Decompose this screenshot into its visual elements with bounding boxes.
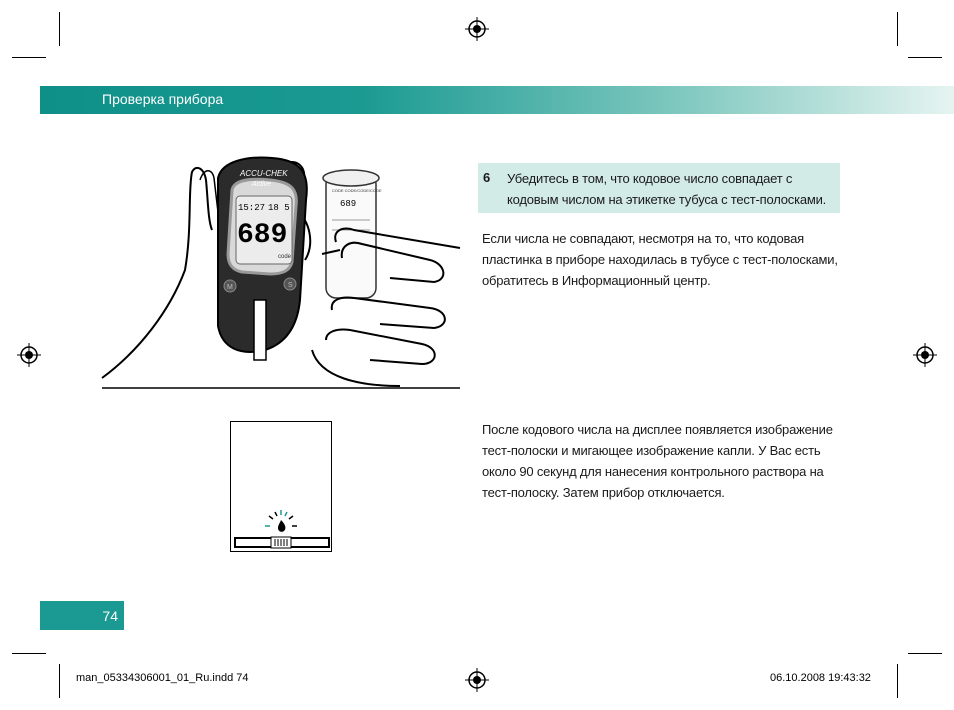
meter-illustration [100,150,462,390]
tube-code-number: 689 [340,199,357,209]
crop-mark [897,664,898,698]
crop-mark [59,12,60,46]
display-illustration [230,421,332,552]
section-header-bar [40,86,954,114]
crop-mark [908,653,942,654]
meter-time: 15:27 [238,203,266,213]
crop-mark [59,664,60,698]
page-number-box [40,601,124,630]
drop-and-strip-icon [231,422,331,551]
tube-label: CODE CODE/CODE/CODE [332,188,382,193]
registration-mark-icon [913,343,937,367]
footer-datetime: 06.10.2008 19:43:32 [770,672,871,684]
page-number: 74 [102,608,118,624]
meter-code-label: code [278,254,292,260]
paragraph-mismatch: Если числа не совпадают, несмотря на то, что кодовая пластинка в приборе находилась в тубусе с тест-полосками, обратитесь в Информационный центр. [482,231,838,288]
step-instruction-box [478,163,840,213]
crop-mark [12,57,46,58]
meter-brand: ACCU-CHEK [240,169,288,178]
meter-date: 18 5 [268,203,290,213]
meter-button-m: M [227,284,233,291]
meter-model: Active [252,181,272,188]
registration-mark-icon [465,17,489,41]
crop-mark [908,57,942,58]
meter-button-s: S [288,282,293,289]
footer-filename: man_05334306001_01_Ru.indd 74 [76,672,249,684]
paragraph-after-code: После кодового числа на дисплее появляется изображение тест-полоски и мигающее изображение капли. У Вас есть около 90 секунд для нанесения контрольного раствора на тест-полоску. Затем прибор отключается. [482,422,833,500]
step-number: 6 [483,170,491,185]
crop-mark [897,12,898,46]
meter-code-number: 689 [237,220,288,251]
step-text: Убедитесь в том, что кодовое число совпадает с кодовым числом на этикетке тубуса с тест-полосками. [507,171,827,207]
section-title: Проверка прибора [102,91,224,107]
crop-mark [12,653,46,654]
registration-mark-icon [465,668,489,692]
registration-mark-icon [17,343,41,367]
